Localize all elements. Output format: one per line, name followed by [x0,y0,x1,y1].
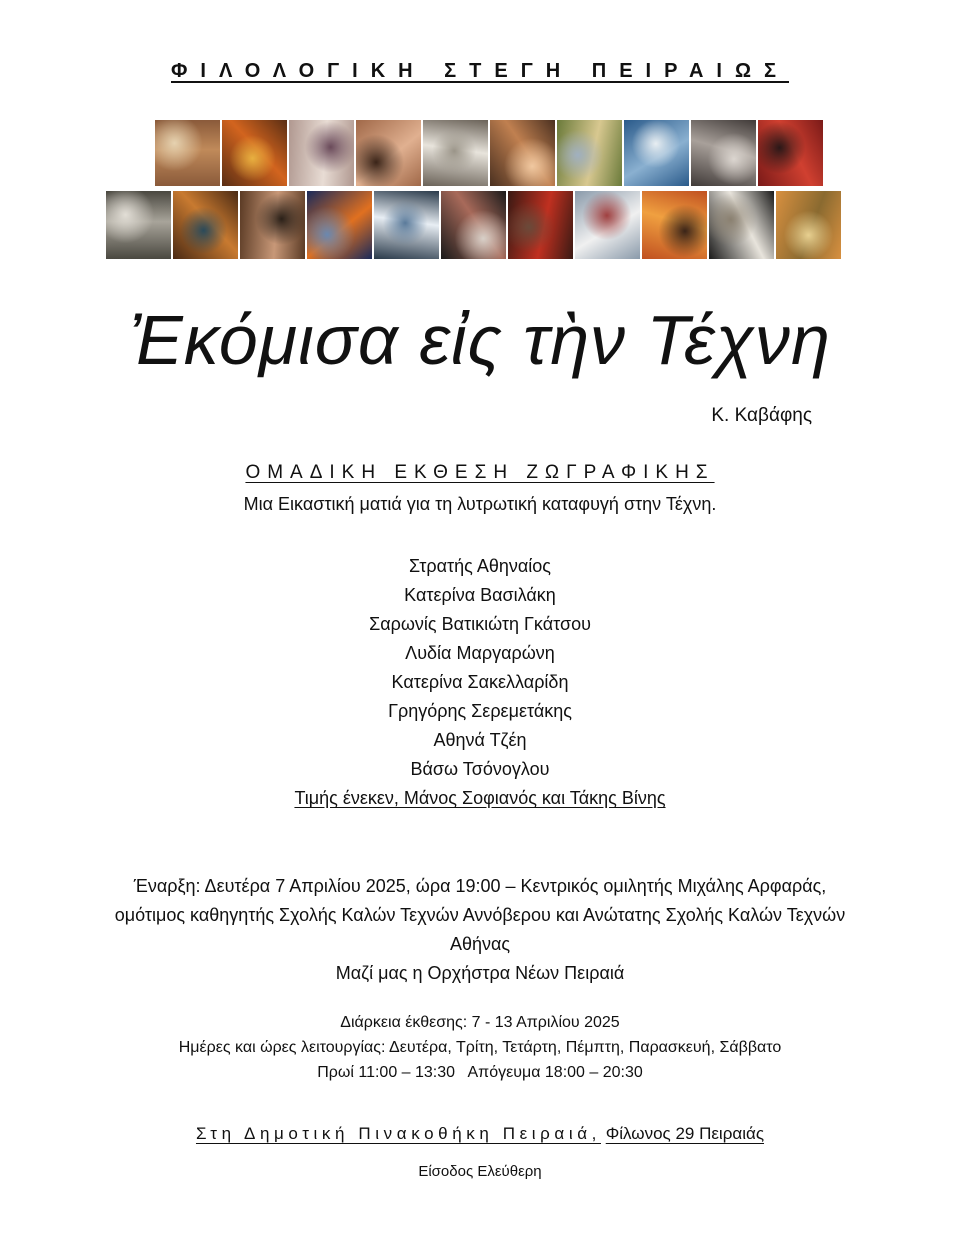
artist-name: Στρατής Αθηναίος [409,556,551,576]
venue-name: Στη Δημοτική Πινακοθήκη Πειραιά, [195,1124,601,1143]
painting-ship [423,120,488,186]
painting-red-abstract [758,120,823,186]
exhibition-subtitle: Μια Εικαστική ματιά για τη λυτρωτική καταφυγή στην Τέχνη. [243,494,717,514]
artist-name: Αθηνά Τζέη [433,730,527,750]
painting-bearded-man [240,191,305,259]
painting-fire-trees [222,120,287,186]
artist-name: Γρηγόρης Σερεμετάκης [388,701,572,721]
artist-name: Βάσω Τσόνογλου [410,759,550,779]
artist-list [0,552,960,813]
painting-autumn-tree [776,191,841,259]
painting-strip-bottom [106,191,841,259]
painting-sea [624,120,689,186]
painting-houses [155,120,220,186]
painting-olive-tree [173,191,238,259]
artist-name: Κατερίνα Σακελλαρίδη [391,672,569,692]
painting-waves [374,191,439,259]
painting-blue-fire [307,191,372,259]
painting-sunset-city [642,191,707,259]
painting-abstract [289,120,354,186]
opening-info [0,872,960,988]
painting-red-interior [508,191,573,259]
opening-line: ομότιμος καθηγητής Σχολής Καλών Τεχνών Αννόβερου και Ανώτατης Σχολής Καλών Τεχνών [114,905,846,925]
venue [0,1124,960,1144]
honorary-mention: Τιμής ένεκεν, Μάνος Σοφιανός και Τάκης Βίνης [294,788,666,808]
opening-line: Μαζί μας η Ορχήστρα Νέων Πειραιά [335,963,625,983]
opening-line: Έναρξη: Δευτέρα 7 Απριλίου 2025, ώρα 19:00 – Κεντρικός ομιλητής Μιχάλης Αρφαράς, [133,876,827,896]
schedule-info [0,1010,960,1085]
painting-woman-eyes [356,120,421,186]
painting-white-ship [575,191,640,259]
opening-line: Αθήνας [449,934,511,954]
organization-title: ΦΙΛΟΛΟΓΙΚΗ ΣΤΕΓΗ ΠΕΙΡΑΙΩΣ [171,60,789,82]
exhibition-heading: ΟΜΑΔΙΚΗ ΕΚΘΕΣΗ ΖΩΓΡΑΦΙΚΗΣ [245,462,715,483]
painting-harbor [106,191,171,259]
painting-portrait [490,120,555,186]
painting-strip-top [155,120,823,186]
opening-hours: Πρωί 11:00 – 13:30 Απόγευμα 18:00 – 20:30 [317,1064,643,1081]
exhibition-duration: Διάρκεια έκθεσης: 7 - 13 Απριλίου 2025 [340,1014,620,1031]
quote-author: Κ. Καβάφης [711,405,812,426]
venue-address: Φίλωνος 29 Πειραιάς [605,1124,765,1143]
artist-name: Σαρωνίς Βατικιώτη Γκάτσου [369,614,591,634]
painting-rocks [691,120,756,186]
poster-title: Ἐκόμισα εἰς τὴν Τέχνη [129,301,831,379]
artist-name: Κατερίνα Βασιλάκη [404,585,556,605]
opening-days: Ημέρες και ώρες λειτουργίας: Δευτέρα, Τρίτη, Τετάρτη, Πέμπτη, Παρασκευή, Σάββατο [178,1039,782,1056]
artist-name: Λυδία Μαργαρώνη [405,643,555,663]
painting-meadow [557,120,622,186]
entry-info: Είσοδος Ελεύθερη [418,1163,542,1180]
painting-dark-abstract [441,191,506,259]
painting-white-horse [709,191,774,259]
